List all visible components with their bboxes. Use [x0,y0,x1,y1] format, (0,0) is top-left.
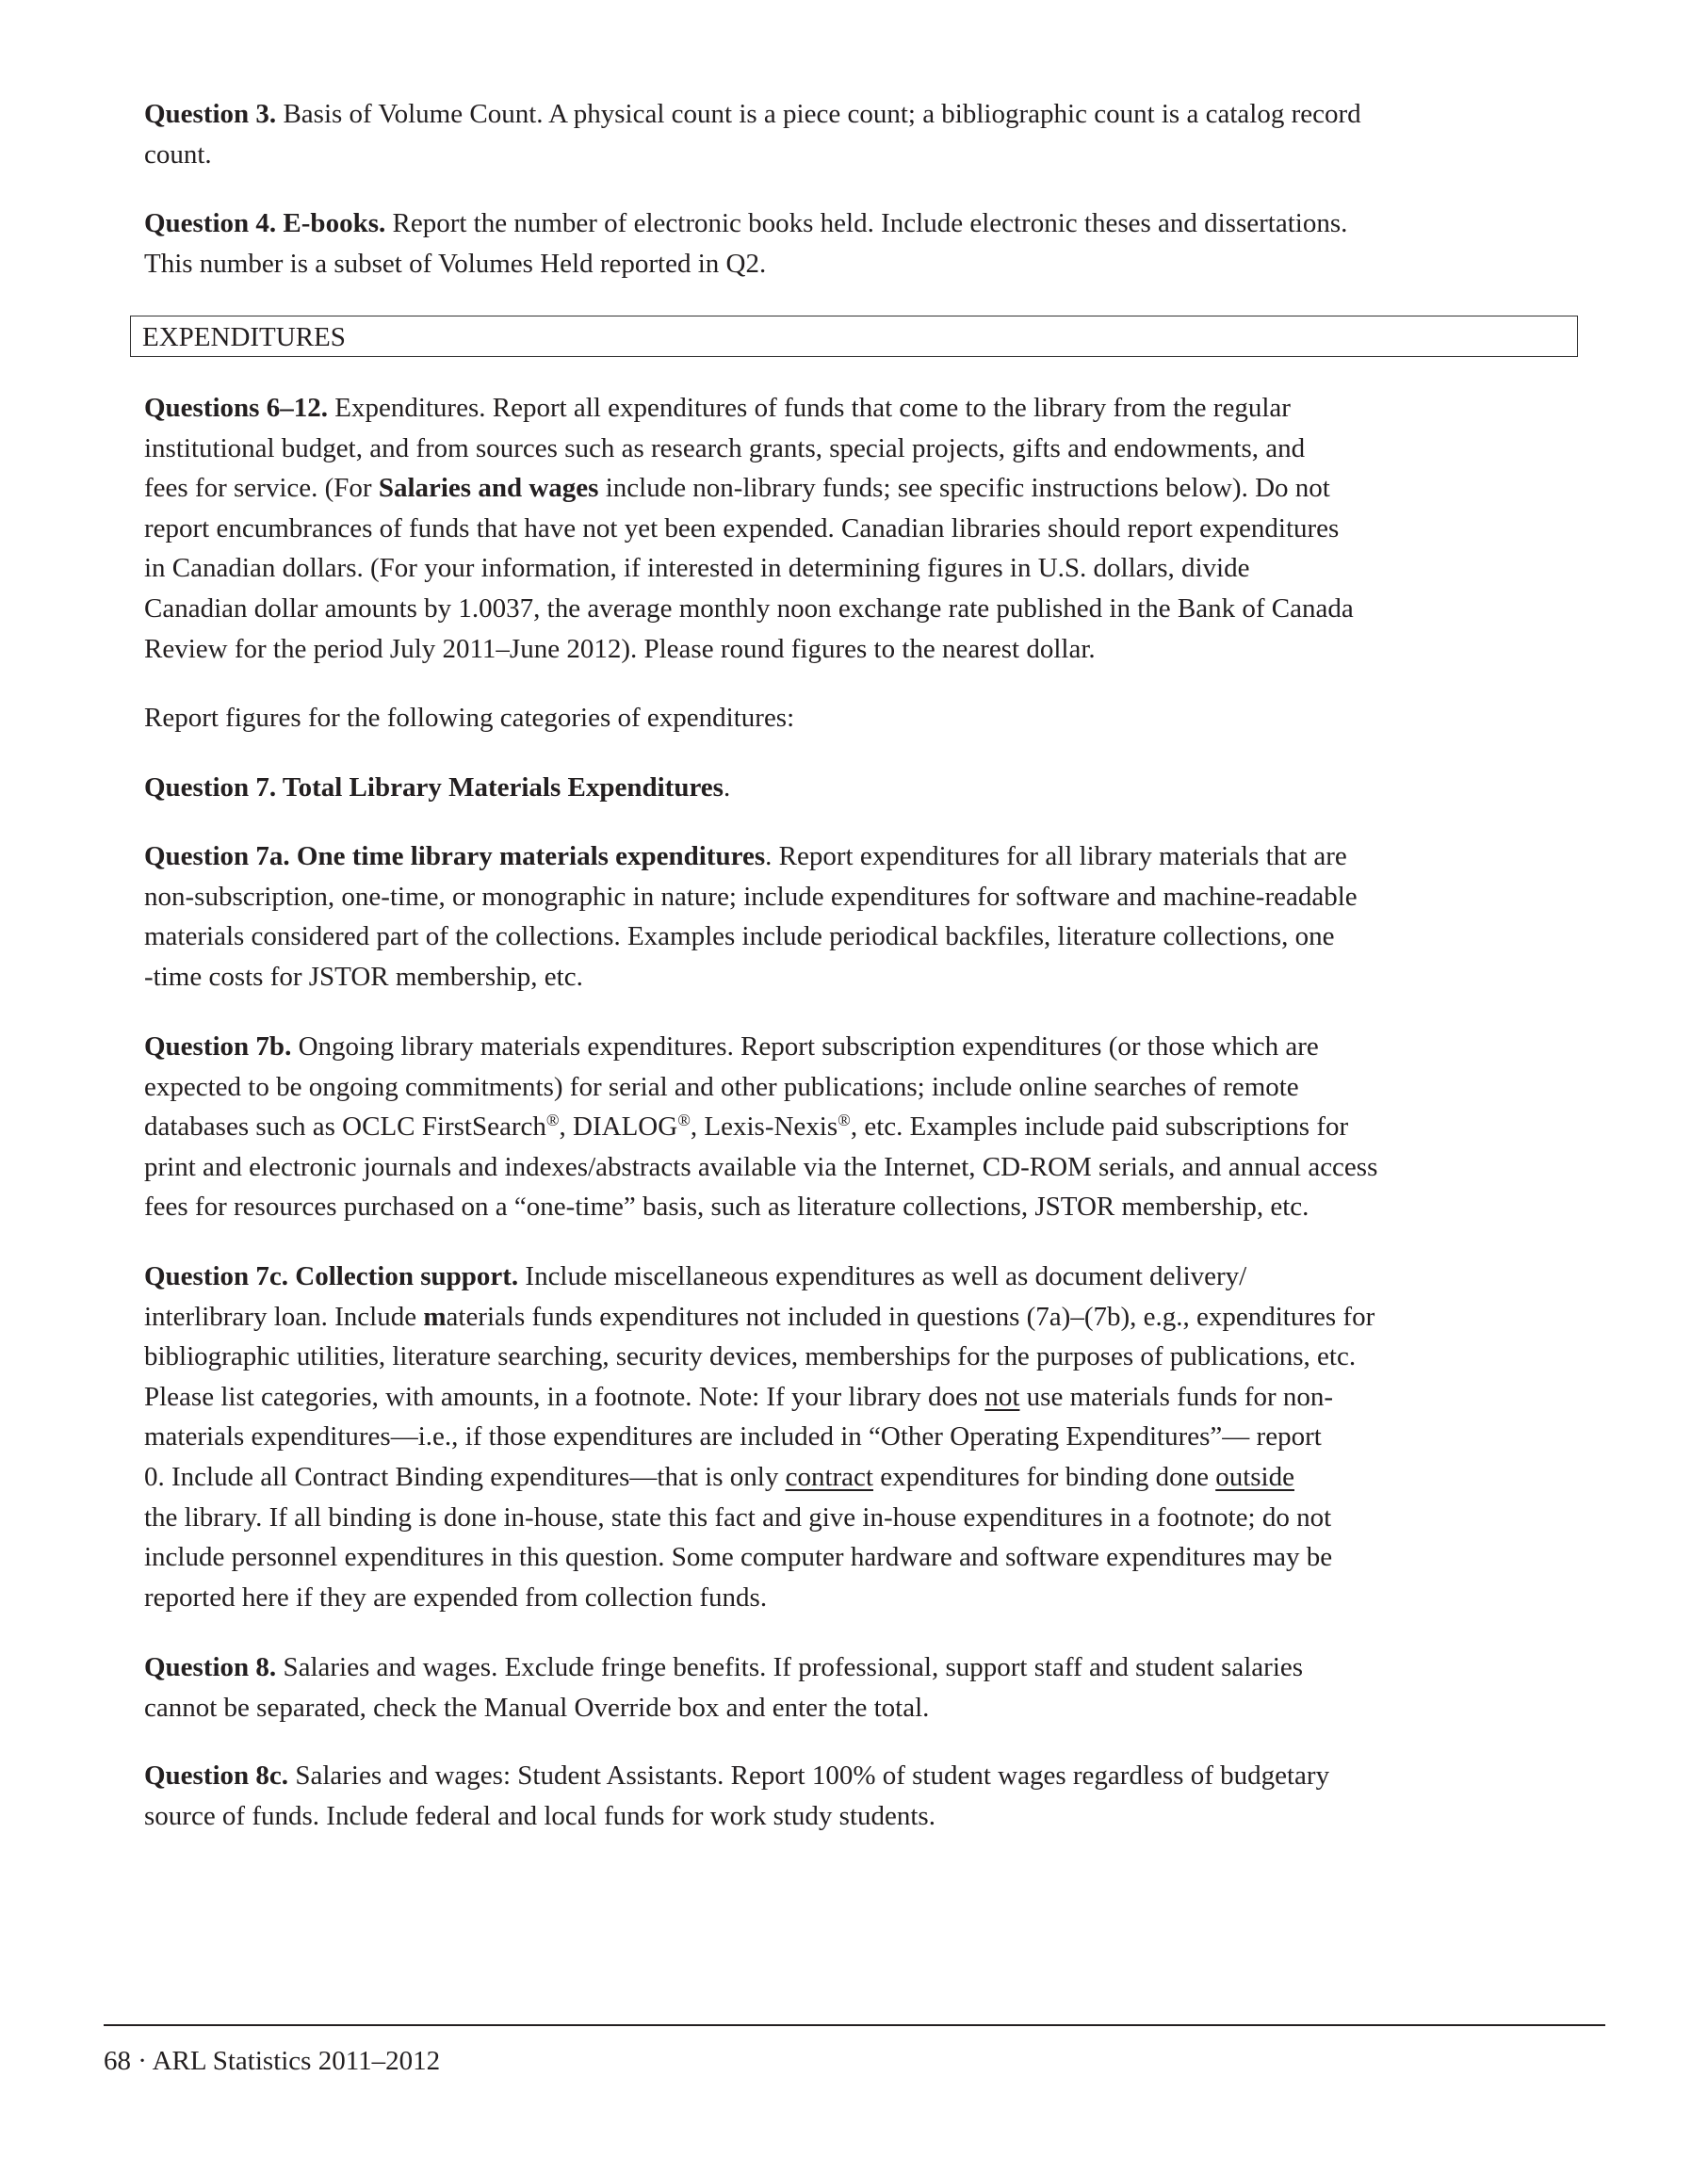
paragraph-q4 [144,203,1571,284]
bold-text: Question 7a. One time library materials expenditures [144,841,766,871]
paragraph-q7c [144,1257,1571,1617]
text-run: fees for service. (For [144,473,379,504]
paragraph-q3 [144,94,1571,174]
section-header-label: EXPENDITURES [142,322,346,352]
page-footer [104,2042,440,2080]
text-run: Include miscellaneous expenditures as well as document delivery/ [518,1261,1247,1291]
text-line [144,836,1571,877]
underlined-text: not [984,1381,1020,1412]
registered-mark: ® [838,1111,851,1130]
text-run: This number is a subset of Volumes Held reported in Q2. [144,248,767,279]
text-line [144,1498,1571,1538]
paragraph-report-figures [144,698,1571,738]
text-line [144,388,1571,429]
text-run: fees for resources purchased on a “one-time” basis, such as literature collections, JSTOR membership, etc. [144,1192,1309,1223]
text-run: source of funds. Include federal and local funds for work study students. [144,1800,935,1831]
text-run: non-subscription, one-time, or monographic in nature; include expenditures for software and machine-readable [144,881,1358,912]
page-number: 68 [104,2046,131,2076]
text-run: materials expenditures—i.e., if those expenditures are included in “Other Operating Expenditures”— report [144,1421,1322,1452]
text-line [144,1688,1571,1728]
bold-text: Salaries and wages [378,473,599,504]
text-line [144,698,1571,738]
text-run: aterials funds expenditures not included in questions (7a)–(7b), e.g., expenditures for [446,1301,1375,1332]
bold-text: Question 7c. Collection support. [144,1261,519,1291]
text-line [144,1796,1571,1837]
publication-title: ARL Statistics 2011–2012 [152,2046,441,2076]
text-run: print and electronic journals and indexes/abstracts available via the Internet, CD-ROM serials, and annual access [144,1151,1378,1182]
text-run: databases such as OCLC FirstSearch [144,1111,546,1143]
registered-mark: ® [545,1111,560,1130]
text-line [144,1756,1571,1796]
text-run: Report figures for the following categories of expenditures: [144,703,795,733]
text-run: , Lexis-Nexis [690,1111,838,1143]
text-run: , DIALOG [559,1111,678,1143]
text-line [144,629,1571,670]
text-line [144,244,1571,284]
text-line [144,1537,1571,1578]
bold-text: Question 4. E-books. [144,208,386,238]
bold-text: Questions 6–12. [144,393,328,423]
text-line [144,94,1571,135]
underlined-text: contract [785,1461,873,1492]
text-line [144,1067,1571,1108]
text-run: Canadian dollar amounts by 1.0037, the average monthly noon exchange rate published in the Bank of Canada [144,592,1354,624]
text-line [144,1107,1571,1147]
text-run: . Report expenditures for all library materials that are [765,841,1347,871]
text-line [144,877,1571,917]
text-line [144,1337,1571,1377]
text-run: , etc. Examples include paid subscriptions for [850,1111,1349,1143]
text-run: institutional budget, and from sources such as research grants, special projects, gifts and endowments, and [144,432,1306,463]
bold-text: Question 8c. [144,1760,289,1791]
paragraph-q6-12 [144,388,1571,669]
bold-text: Question 3. [144,99,277,129]
text-run: Basis of Volume Count. A physical count is a piece count; a bibliographic count is a catalog record [276,99,1361,129]
registered-mark: ® [677,1111,691,1130]
bold-text: Question 7b. [144,1031,292,1062]
text-run: -time costs for JSTOR membership, etc. [144,961,583,992]
text-line [144,589,1571,629]
text-line [144,957,1571,998]
text-run: the library. If all binding is done in-house, state this fact and give in-house expenditures in a footnote; do not [144,1501,1332,1533]
text-run: in Canadian dollars. (For your information, if interested in determining figures in U.S. dollars, divide [144,553,1250,584]
text-run: report encumbrances of funds that have not yet been expended. Canadian libraries should report expenditures [144,512,1340,544]
text-run: materials considered part of the collections. Examples include periodical backfiles, literature collections, one [144,921,1335,952]
text-run: Review for the period July 2011–June 2012). Please round figures to the nearest dollar. [144,633,1096,664]
text-line [144,429,1571,469]
bold-text: Question 8. [144,1652,277,1682]
text-run: Salaries and wages: Student Assistants. Report 100% of student wages regardless of budgetary [288,1760,1330,1791]
text-line [144,135,1571,175]
text-line [144,468,1571,509]
text-line [144,203,1571,244]
text-line [144,1417,1571,1457]
paragraph-q8c [144,1756,1571,1836]
text-run: count. [144,138,212,170]
section-header-expenditures [130,316,1578,357]
text-run: . [723,772,731,803]
text-line [144,1147,1571,1188]
paragraph-q7a [144,836,1571,997]
paragraph-q7 [144,768,1571,808]
underlined-text: outside [1215,1461,1294,1492]
text-line [144,1377,1571,1418]
text-run: Please list categories, with amounts, in a footnote. Note: If your library does [144,1381,985,1412]
bold-text: Question 7. Total Library Materials Expenditures [144,772,724,803]
text-run: Ongoing library materials expenditures. Report subscription expenditures (or those which are [291,1031,1319,1062]
text-line [144,1647,1571,1688]
text-line [144,548,1571,589]
text-line [144,1027,1571,1067]
text-run: include personnel expenditures in this question. Some computer hardware and software expenditures may be [144,1542,1333,1573]
text-line [144,1578,1571,1618]
text-run: Report the number of electronic books held. Include electronic theses and dissertations. [385,208,1348,238]
text-run: use materials funds for non- [1019,1381,1334,1412]
text-run: interlibrary loan. Include [144,1301,424,1332]
footer-divider [104,2024,1605,2026]
text-line [144,509,1571,549]
text-run: bibliographic utilities, literature searching, security devices, memberships for the purposes of publications, etc. [144,1341,1357,1372]
paragraph-q8 [144,1647,1571,1728]
text-run: reported here if they are expended from collection funds. [144,1582,768,1613]
paragraph-q7b [144,1027,1571,1227]
text-run: expenditures for binding done [872,1461,1216,1492]
text-line [144,1187,1571,1227]
text-line [144,1297,1571,1338]
text-run: Salaries and wages. Exclude fringe benefits. If professional, support staff and student salaries [276,1652,1304,1682]
text-run: Expenditures. Report all expenditures of funds that come to the library from the regular [327,393,1291,423]
text-line [144,1257,1571,1297]
text-run: include non-library funds; see specific instructions below). Do not [598,473,1330,504]
text-line [144,768,1571,808]
text-line [144,1457,1571,1498]
text-run: cannot be separated, check the Manual Override box and enter the total. [144,1692,930,1723]
text-run: expected to be ongoing commitments) for serial and other publications; include online searches of remote [144,1071,1299,1102]
bold-text: m [423,1301,447,1332]
footer-separator: · [131,2046,153,2076]
text-line [144,917,1571,957]
text-run: 0. Include all Contract Binding expenditures—that is only [144,1461,786,1492]
